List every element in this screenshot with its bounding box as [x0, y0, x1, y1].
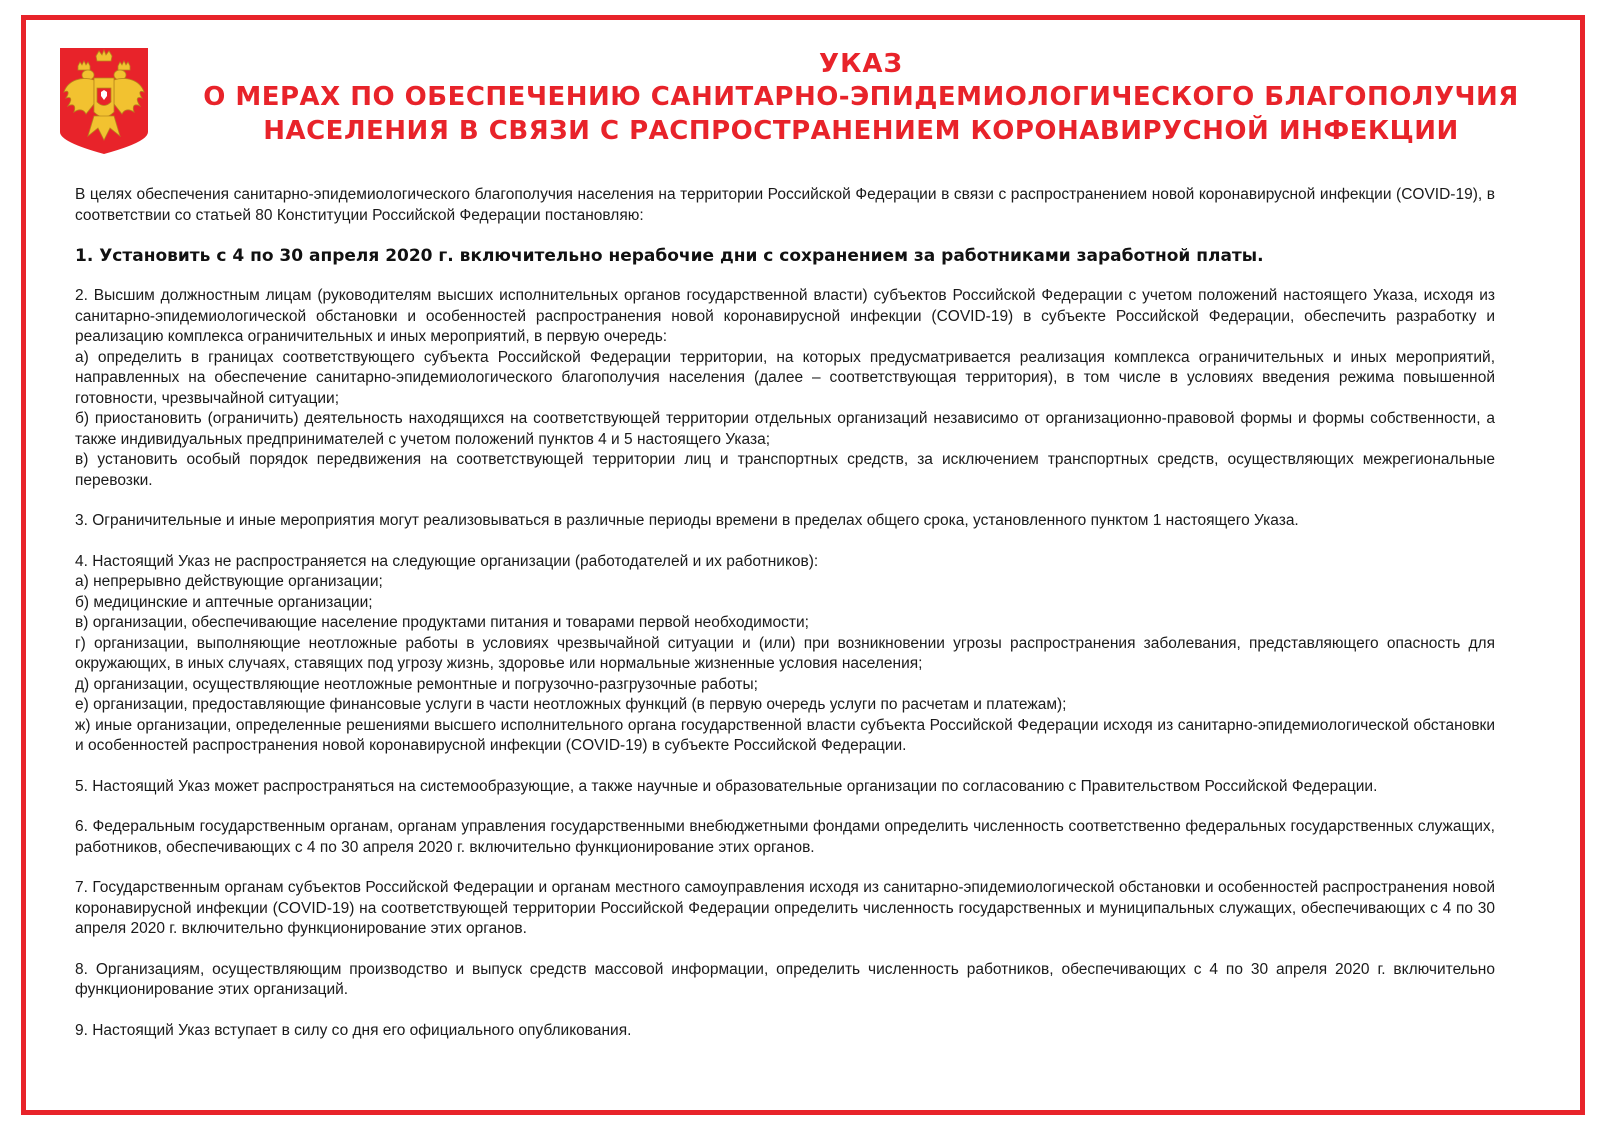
- document-subtitle-line1: О МЕРАХ ПО ОБЕСПЕЧЕНИЮ САНИТАРНО-ЭПИДЕМИОЛОГИЧЕСКОГО БЛАГОПОЛУЧИЯ: [203, 82, 1519, 112]
- item-4-v: в) организации, обеспечивающие население продуктами питания и товарами первой необходимости;: [75, 614, 809, 631]
- document-title: УКАЗ: [819, 49, 903, 79]
- document-header: [166, 48, 1556, 148]
- item-4-e: е) организации, предоставляющие финансовые услуги в части неотложных функций (в первую очередь услуги по расчетам и платежам);: [75, 696, 1067, 713]
- item-7: 7. Государственным органам субъектов Российской Федерации и органам местного самоуправления исходя из санитарно-эпидемиологической обстановки и особенностей распространения новой коронавирусной инфекции (COVID-19) на соответствующей территории Российской Федерации определить численность государственных и муниципальных служащих, обеспечивающих с 4 по 30 апреля 2020 г. включительно функционирование этих органов.: [75, 879, 1495, 937]
- intro-paragraph: В целях обеспечения санитарно-эпидемиологического благополучия населения на территории Российской Федерации в связи с распространением новой коронавирусной инфекции (COVID-19), в соответствии со статьей 80 Конституции Российской Федерации постановляю:: [75, 186, 1495, 224]
- item-2-b: б) приостановить (ограничить) деятельность находящихся на соответствующей территории отдельных организаций независимо от организационно-правовой формы и формы собственности, а также индивидуальных предпринимателей с учетом положений пунктов 4 и 5 настоящего Указа;: [75, 410, 1495, 448]
- item-4-d: д) организации, осуществляющие неотложные ремонтные и погрузочно-разгрузочные работы;: [75, 675, 758, 693]
- item-4-a: а) непрерывно действующие организации;: [75, 573, 383, 590]
- item-4-g: г) организации, выполняющие неотложные работы в условиях чрезвычайной ситуации и (или) при возникновении угрозы распространения заболевания, представляющего опасность для окружающих, в иных случаях, ставящих под угрозу жизнь, здоровье или нормальные жизненные условия населения;: [75, 634, 1495, 672]
- document-subtitle-line2: НАСЕЛЕНИЯ В СВЯЗИ С РАСПРОСТРАНЕНИЕМ КОРОНАВИРУСНОЙ ИНФЕКЦИИ: [263, 116, 1459, 146]
- item-2: 2. Высшим должностным лицам (руководителям высших исполнительных органов государственной власти) субъектов Российской Федерации с учетом положений настоящего Указа, исходя из санитарно-эпидемиологической обстановки и особенностей распространения новой коронавирусной инфекции (COVID-19) в субъекте Российской Федерации, обеспечить разработку и реализацию комплекса ограничительных и иных мероприятий, в первую очередь:: [75, 287, 1495, 345]
- item-8: 8. Организациям, осуществляющим производство и выпуск средств массовой информации, определить численность работников, обеспечивающих с 4 по 30 апреля 2020 г. включительно функционирование этих организаций.: [75, 960, 1495, 998]
- item-6: 6. Федеральным государственным органам, органам управления государственными внебюджетными фондами определить численность соответственно федеральных государственных служащих, работников, обеспечивающих с 4 по 30 апреля 2020 г. включительно функционирование этих органов.: [75, 818, 1495, 856]
- item-4: 4. Настоящий Указ не распространяется на следующие организации (работодателей и их работников):: [75, 552, 819, 570]
- russian-coat-of-arms-icon: [58, 46, 150, 156]
- item-9: 9. Настоящий Указ вступает в силу со дня его официального опубликования.: [75, 1021, 632, 1039]
- item-3: 3. Ограничительные и иные мероприятия могут реализовываться в различные периоды времени в пределах общего срока, установленного пунктом 1 настоящего Указа.: [75, 512, 1299, 529]
- item-4-b: б) медицинские и аптечные организации;: [75, 593, 373, 611]
- item-5: 5. Настоящий Указ может распространяться на системообразующие, а также научные и образовательные организации по согласованию с Правительством Российской Федерации.: [75, 777, 1378, 795]
- item-4-zh: ж) иные организации, определенные решениями высшего исполнительного органа государственной власти субъекта Российской Федерации исходя из санитарно-эпидемиологической обстановки и особенностей распространения новой коронавирусной инфекции (COVID-19) в субъекте Российской Федерации.: [75, 716, 1495, 754]
- document-frame: [21, 15, 1585, 1115]
- item-2-a: а) определить в границах соответствующего субъекта Российской Федерации территории, на которых предусматривается реализация комплекса ограничительных и иных мероприятий, направленных на обеспечение санитарно-эпидемиологического благополучия населения (далее – соответствующая территория), в том числе в условиях введения режима повышенной готовности, чрезвычайной ситуации;: [75, 348, 1495, 407]
- document-body: [75, 185, 1495, 1041]
- item-2-v: в) установить особый порядок передвижения на соответствующей территории лиц и транспортных средств, за исключением транспортных средств, осуществляющих межрегиональные перевозки.: [75, 451, 1495, 489]
- item-1: 1. Установить с 4 по 30 апреля 2020 г. включительно нерабочие дни с сохранением за работниками заработной платы.: [75, 246, 1264, 266]
